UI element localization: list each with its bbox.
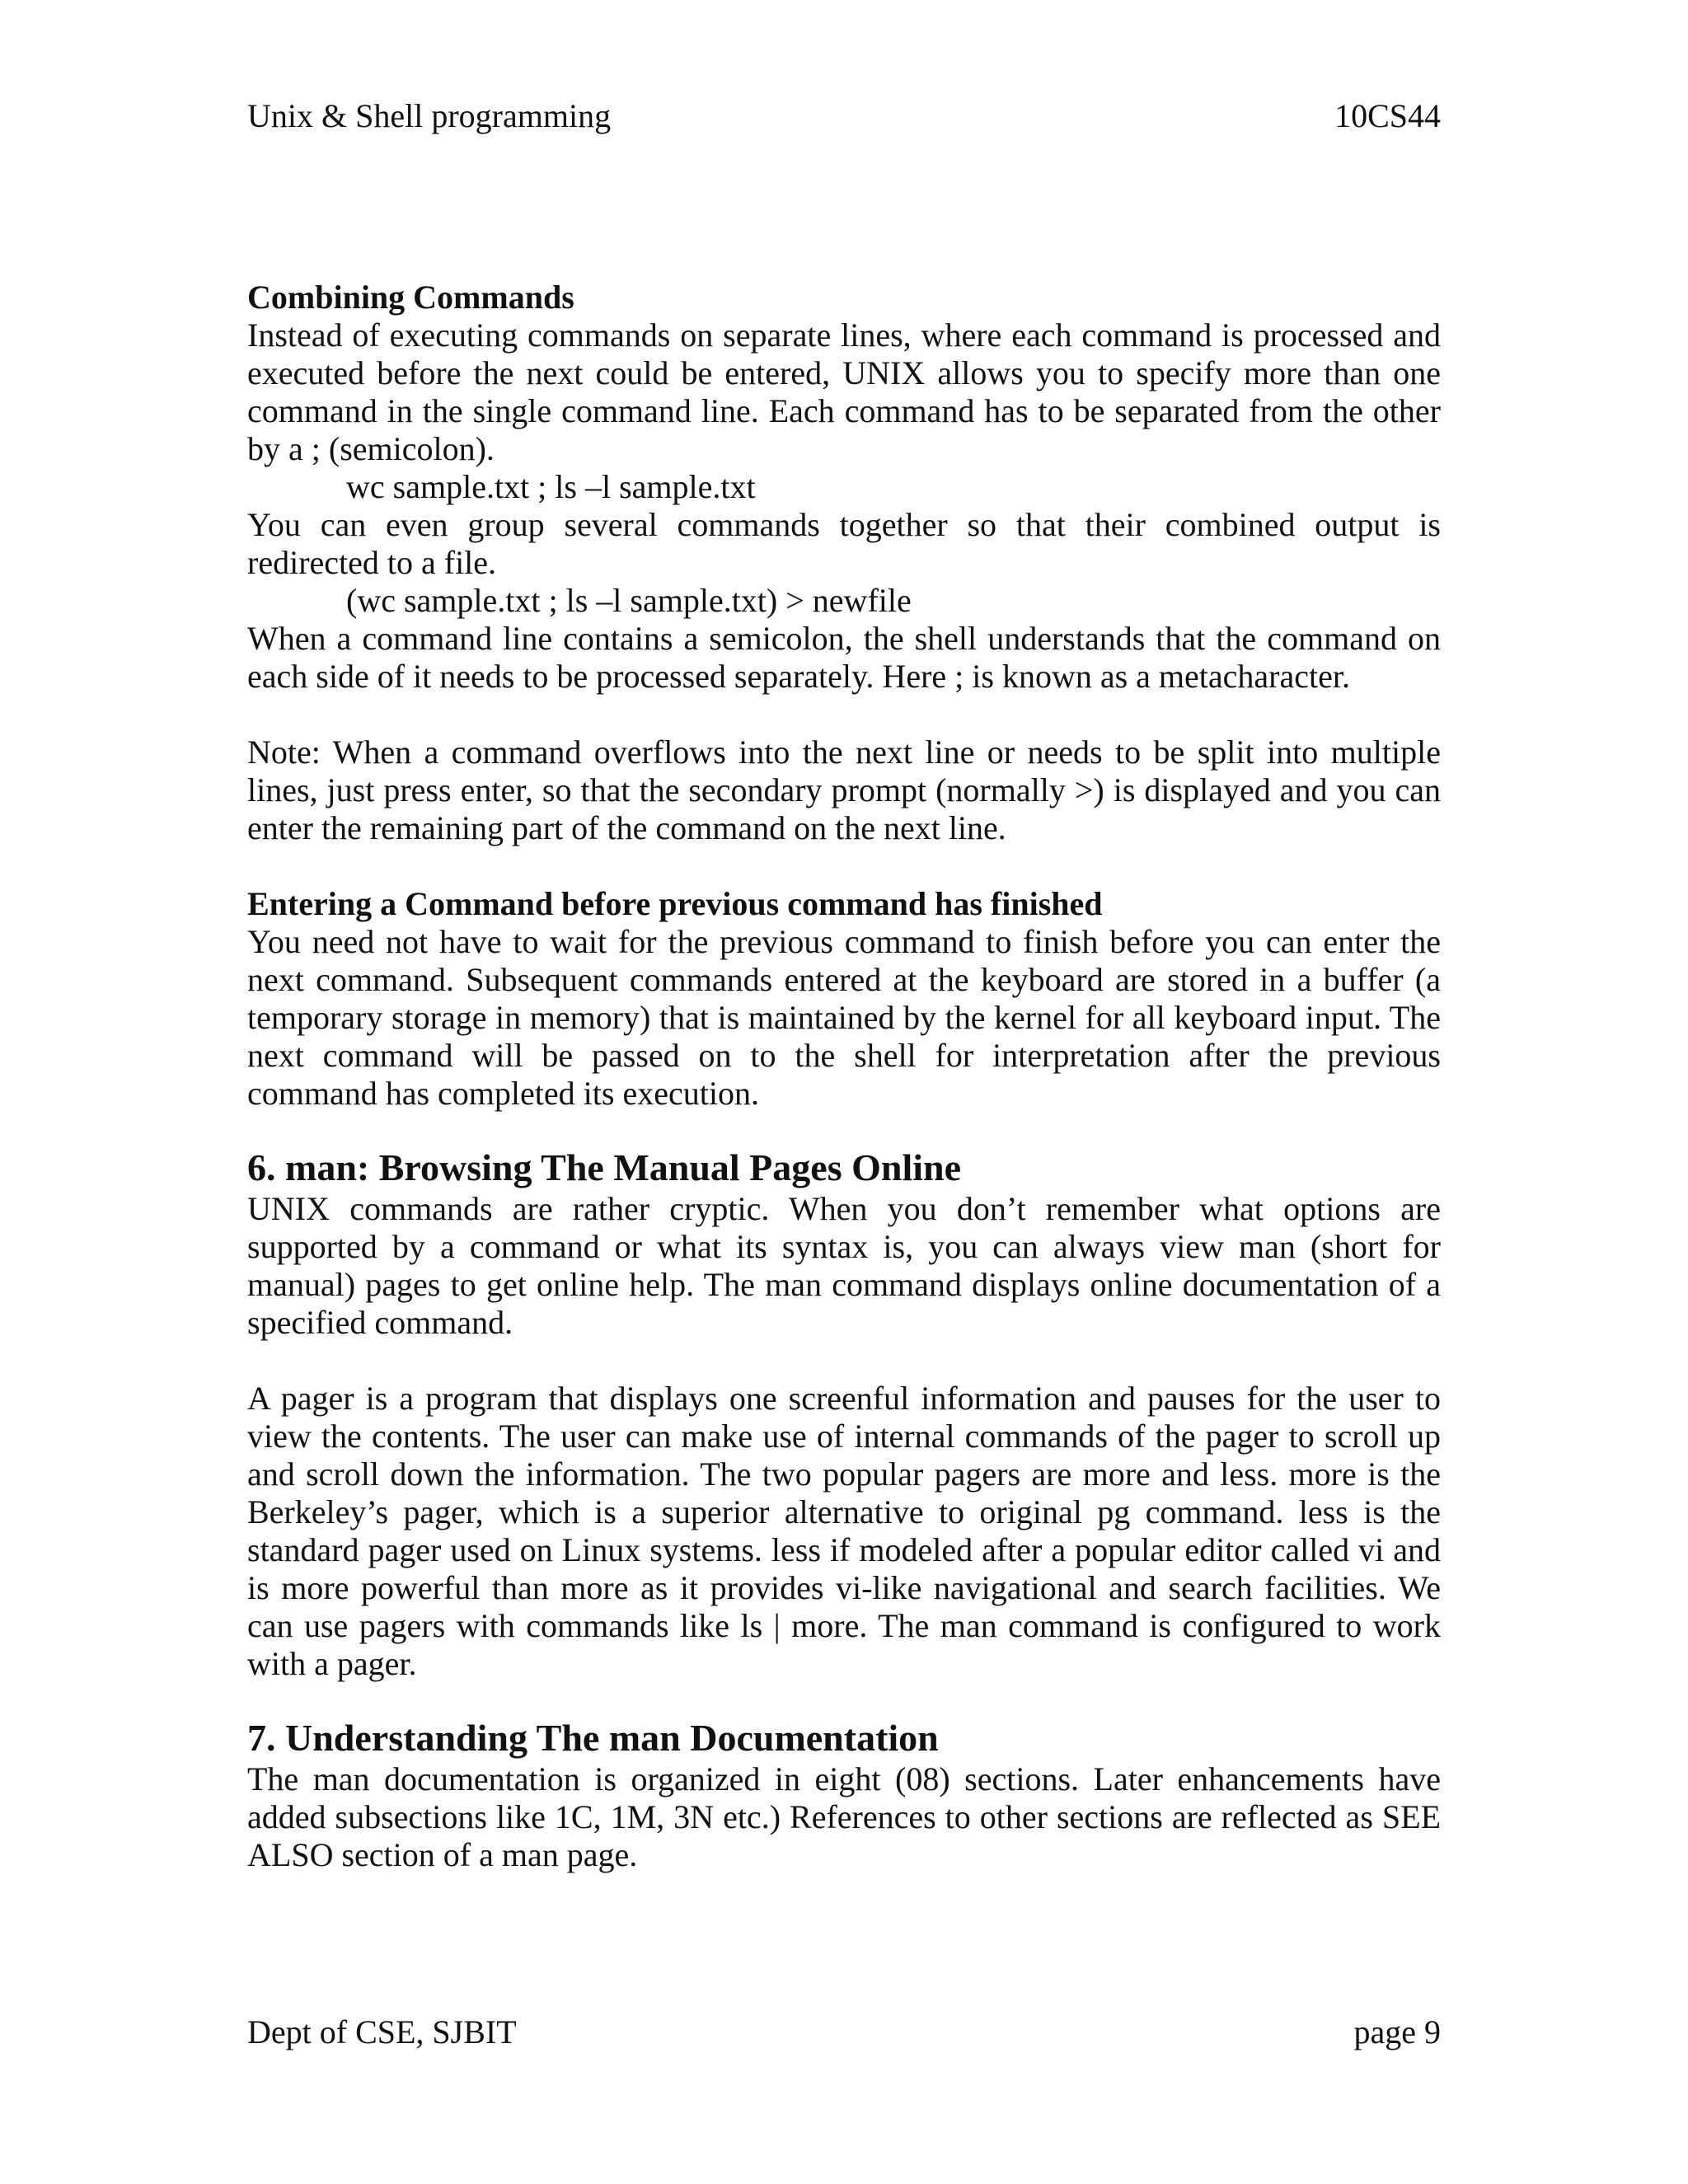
header-course-code: 10CS44	[1334, 97, 1441, 134]
paragraph-note: Note: When a command overflows into the next line or needs to be split into multiple lines, just press enter, so that the secondary prompt (normally >) is displayed and you can enter the remaining part of the command on the next line.	[247, 733, 1441, 846]
heading-section-7: 7. Understanding The man Documentation	[247, 1717, 939, 1759]
paragraph-semicolon: When a command line contains a semicolon, the shell understands that the command on each side of it needs to be processed separately. Here ; is known as a metacharacter.	[247, 620, 1441, 695]
heading-entering-command: Entering a Command before previous command has finished	[247, 885, 1103, 922]
heading-combining-commands: Combining Commands	[247, 279, 574, 316]
paragraph-entering: You need not have to wait for the previous command to finish before you can enter the next command. Subsequent commands entered at the keyboard are stored in a buffer (a temporary storage in memory) that is maintained by the kernel for all keyboard input. The next command will be passed on to the shell for interpretation after the previous command has completed its execution.	[247, 923, 1441, 1112]
heading-section-6: 6. man: Browsing The Manual Pages Online	[247, 1146, 962, 1188]
footer-department: Dept of CSE, SJBIT	[247, 2013, 517, 2050]
footer-page-number: page 9	[1353, 2013, 1441, 2050]
paragraph-group-commands: You can even group several commands together so that their combined output is redirected to a file.	[247, 506, 1441, 581]
paragraph-combining-intro: Instead of executing commands on separate lines, where each command is processed and executed before the next could be entered, UNIX allows you to specify more than one command in the single command line. Each command has to be separated from the other by a ; (semicolon).	[247, 316, 1441, 467]
paragraph-man-intro: UNIX commands are rather cryptic. When you don’t remember what options are supported by a command or what its syntax is, you can always view man (short for manual) pages to get online help. The man command displays online documentation of a specified command.	[247, 1190, 1441, 1341]
header-course-title: Unix & Shell programming	[247, 97, 612, 134]
command-example-2: (wc sample.txt ; ls –l sample.txt) > newfile	[346, 582, 912, 619]
paragraph-pager: A pager is a program that displays one screenful information and pauses for the user to view the contents. The user can make use of internal commands of the pager to scroll up and scroll down the information. The two popular pagers are more and less. more is the Berkeley’s pager, which is a superior alternative to original pg command. less is the standard pager used on Linux systems. less if modeled after a popular editor called vi and is more powerful than more as it provides vi-like navigational and search facilities. We can use pagers with commands like ls | more. The man command is configured to work with a pager.	[247, 1380, 1441, 1682]
paragraph-man-documentation: The man documentation is organized in eight (08) sections. Later enhancements have added subsections like 1C, 1M, 3N etc.) References to other sections are reflected as SEE ALSO section of a man page.	[247, 1760, 1441, 1873]
page-footer	[247, 2013, 1441, 2051]
page-content	[247, 279, 1441, 1874]
command-example-1: wc sample.txt ; ls –l sample.txt	[346, 468, 756, 505]
page-header	[247, 97, 1441, 135]
